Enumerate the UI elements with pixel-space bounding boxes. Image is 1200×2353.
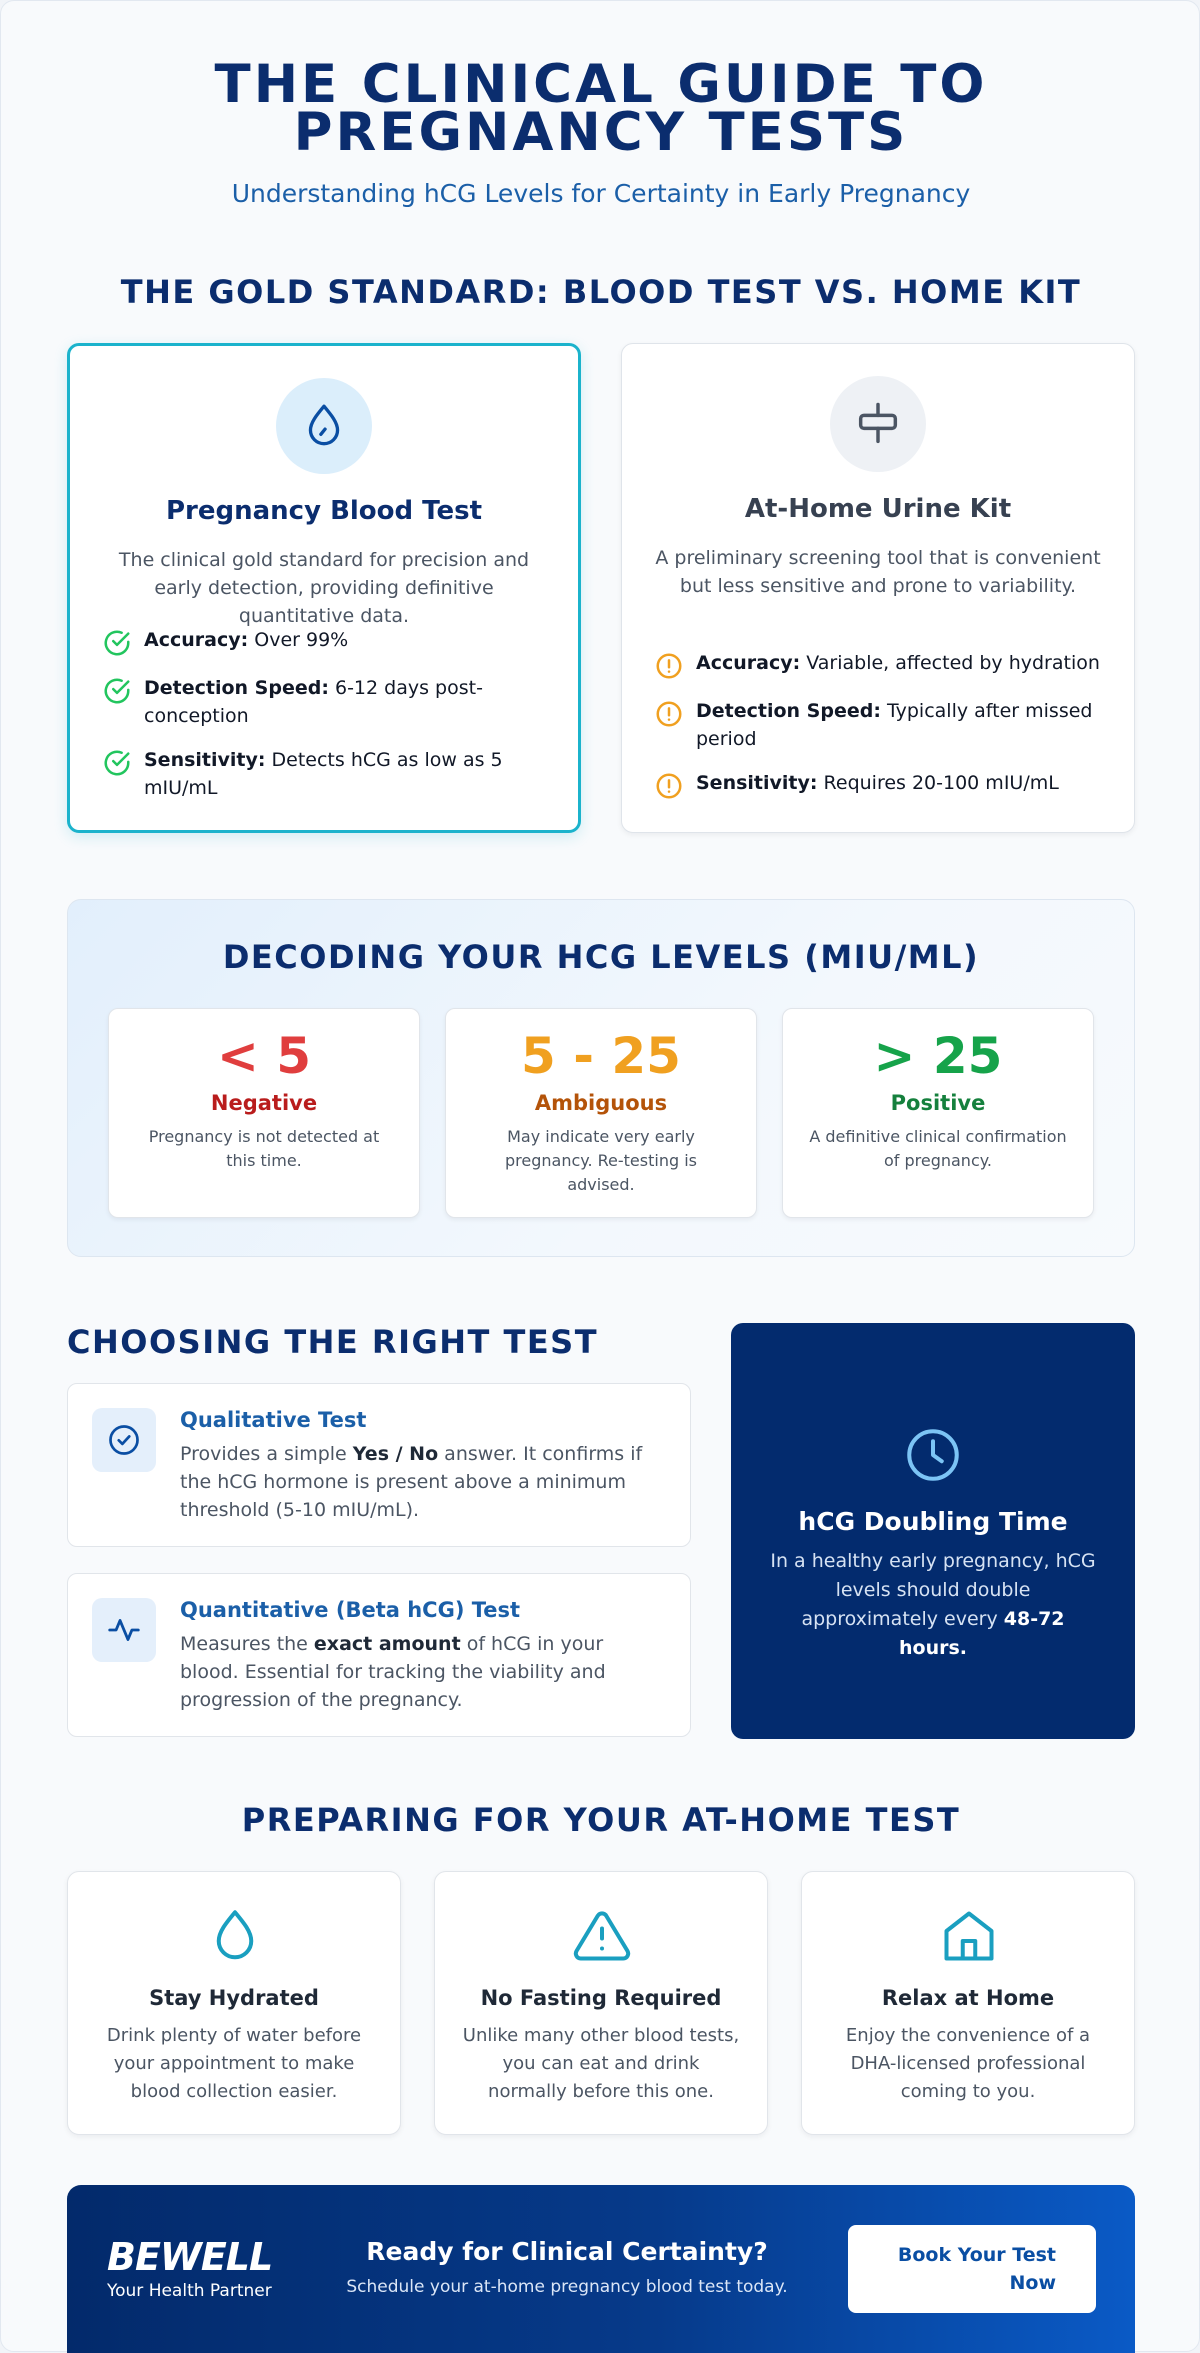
cta-subtitle: Schedule your at-home pregnancy blood test today. (346, 2277, 788, 2297)
prep-title: No Fasting Required (480, 1986, 722, 2010)
feature-value: 6-12 days post-conception (144, 677, 483, 727)
qualitative-test-title: Qualitative Test (180, 1408, 367, 1432)
blood-test-card (67, 343, 581, 833)
hcg-level-description: Pregnancy is not detected at this time. (148, 1127, 380, 1170)
check-circle-icon (102, 748, 132, 778)
urine-feature-sensitivity (654, 769, 1114, 801)
hcg-level-label: Negative (210, 1091, 318, 1115)
hcg-level-label: Ambiguous (534, 1091, 668, 1115)
cta-title: Ready for Clinical Certainty? (366, 2237, 768, 2266)
hcg-levels-panel (67, 899, 1135, 1257)
prep-description: Drink plenty of water before your appointment to make blood collection easier. (106, 2025, 362, 2102)
water-drop-icon (205, 1906, 265, 1970)
cta-footer (67, 2185, 1135, 2353)
urine-feature-accuracy (654, 649, 1114, 681)
prep-description: Unlike many other blood tests, you can eat and drink normally before this one. (462, 2025, 740, 2102)
prep-description: Enjoy the convenience of a DHA-licensed professional coming to you. (845, 2025, 1091, 2102)
hcg-section-title: DECODING YOUR HCG LEVELS (MIU/ML) (222, 938, 980, 976)
blood-feature-sensitivity (102, 746, 558, 802)
comparison-section-title: THE GOLD STANDARD: BLOOD TEST VS. HOME KIT (120, 273, 1082, 311)
qualitative-test-description: Provides a simple Yes / No answer. It confirms if the hCG hormone is present above a minimum threshold (5-10 mIU/mL). (180, 1443, 643, 1521)
hcg-level-description: May indicate very early pregnancy. Re-testing is advised. (505, 1127, 697, 1194)
feature-label: Accuracy: (696, 652, 801, 674)
alert-circle-icon (654, 699, 684, 729)
clock-icon (903, 1425, 963, 1489)
prep-title: Relax at Home (881, 1986, 1055, 2010)
hcg-level-ambiguous (445, 1008, 757, 1218)
quantitative-test-card (67, 1573, 691, 1737)
hcg-level-negative (108, 1008, 420, 1218)
alert-circle-icon (654, 651, 684, 681)
quantitative-test-description: Measures the exact amount of hCG in your blood. Essential for tracking the viability and progression of the pregnancy. (180, 1633, 606, 1711)
home-icon (939, 1906, 999, 1970)
feature-label: Sensitivity: (144, 749, 266, 771)
check-circle-icon (102, 676, 132, 706)
hcg-level-label: Positive (890, 1091, 986, 1115)
blood-test-description: The clinical gold standard for precision and early detection, providing definitive quantitative data. (118, 549, 530, 627)
doubling-title: hCG Doubling Time (798, 1507, 1068, 1536)
choosing-section-title: CHOOSING THE RIGHT TEST (67, 1323, 599, 1361)
page-subtitle: Understanding hCG Levels for Certainty in Early Pregnancy (231, 179, 971, 208)
brand-tagline: Your Health Partner (107, 2281, 272, 2301)
feature-label: Sensitivity: (696, 772, 818, 794)
hcg-range: 5 - 25 (521, 1027, 681, 1085)
blood-test-title: Pregnancy Blood Test (165, 496, 483, 526)
feature-label: Detection Speed: (144, 677, 329, 699)
blood-drop-icon (276, 378, 372, 474)
feature-value: Over 99% (254, 629, 349, 651)
preparing-section-title: PREPARING FOR YOUR AT-HOME TEST (241, 1801, 961, 1839)
quantitative-test-title: Quantitative (Beta hCG) Test (180, 1598, 521, 1622)
prep-card-hydrated (67, 1871, 401, 2135)
check-circle-icon (102, 628, 132, 658)
blood-feature-speed (102, 674, 558, 730)
hcg-level-description: A definitive clinical confirmation of pregnancy. (809, 1127, 1067, 1170)
hcg-level-positive (782, 1008, 1094, 1218)
hcg-range: > 25 (873, 1027, 1003, 1085)
book-test-button[interactable]: Book Your Test Now (848, 2225, 1096, 2313)
prep-title: Stay Hydrated (149, 1986, 319, 2010)
urine-kit-description: A preliminary screening tool that is convenient but less sensitive and prone to variability. (655, 547, 1101, 597)
hcg-doubling-card (731, 1323, 1135, 1739)
feature-label: Detection Speed: (696, 700, 881, 722)
feature-label: Accuracy: (144, 629, 249, 651)
urine-feature-speed (654, 697, 1114, 753)
prep-card-fasting (434, 1871, 768, 2135)
feature-value: Variable, affected by hydration (806, 652, 1100, 674)
pulse-icon (92, 1598, 156, 1662)
page-title: THE CLINICAL GUIDE TO PREGNANCY TESTS (214, 54, 988, 163)
urine-kit-title: At-Home Urine Kit (744, 494, 1012, 524)
brand-logo: BEWELL (107, 2235, 273, 2279)
feature-value: Typically after missed period (696, 700, 1093, 750)
qualitative-test-card (67, 1383, 691, 1547)
doubling-description: In a healthy early pregnancy, hCG levels should double approximately every 48-72 hours. (770, 1550, 1096, 1659)
warning-icon (572, 1906, 632, 1970)
alert-circle-icon (654, 771, 684, 801)
urine-kit-card (621, 343, 1135, 833)
prep-card-relax (801, 1871, 1135, 2135)
test-strip-icon (830, 376, 926, 472)
feature-value: Detects hCG as low as 5 mIU/mL (144, 749, 503, 799)
hcg-range: < 5 (216, 1027, 312, 1085)
check-badge-icon (92, 1408, 156, 1472)
feature-value: Requires 20-100 mIU/mL (823, 772, 1059, 794)
blood-feature-accuracy (102, 626, 558, 658)
